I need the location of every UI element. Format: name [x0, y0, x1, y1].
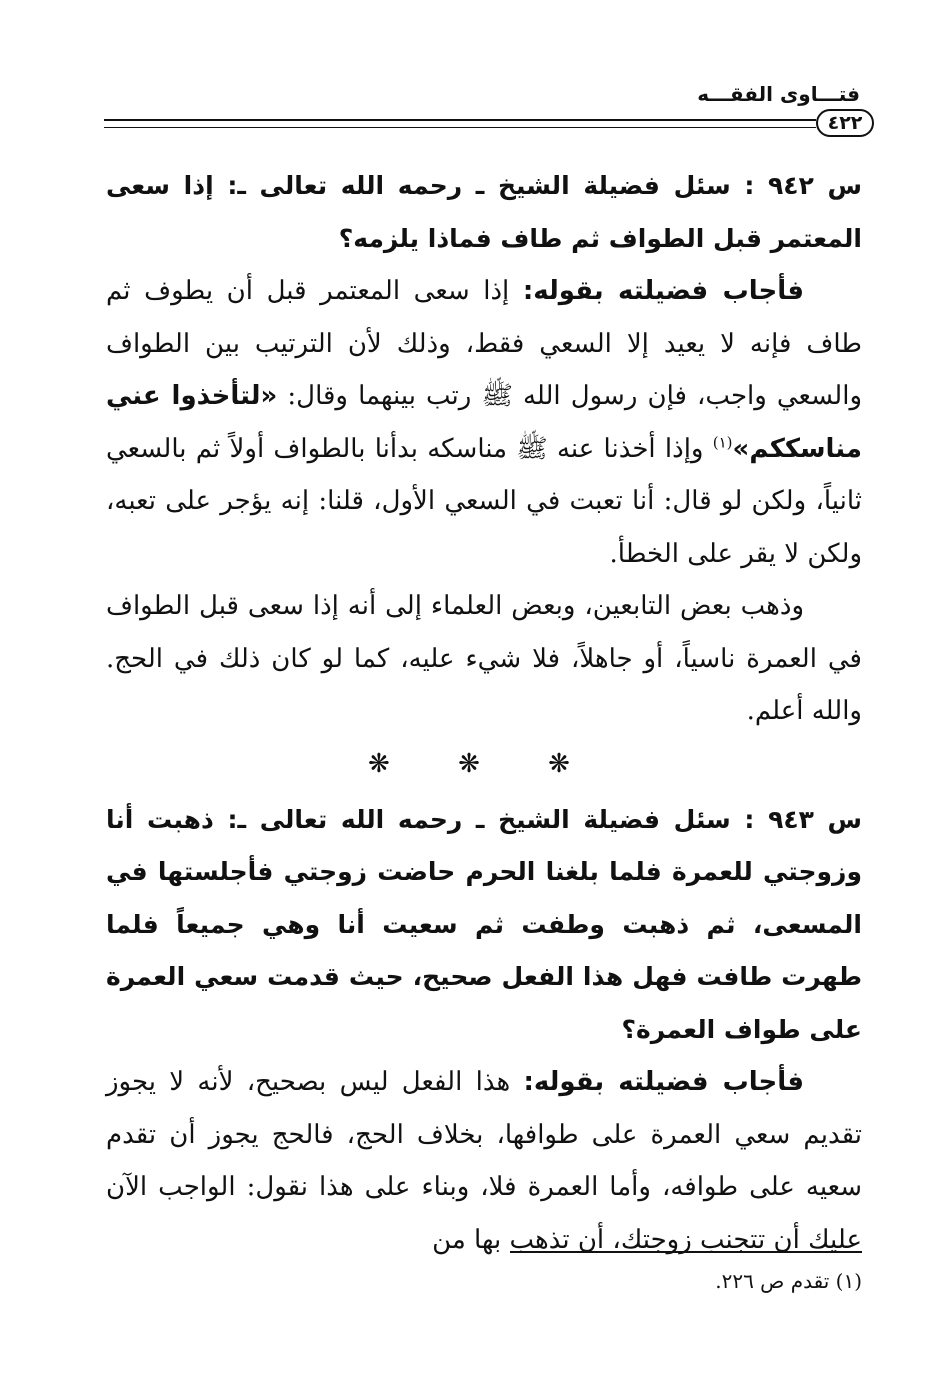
hadith-quote: «لتأخذوا عني مناسككم»	[106, 381, 862, 464]
question-942-number: س ٩٤٢ :	[730, 171, 863, 200]
answer-943	[106, 1056, 862, 1266]
header-rule	[104, 119, 816, 128]
question-943	[106, 794, 862, 1057]
running-header-title: فتـــاوى الفقـــه	[697, 82, 860, 106]
answer-942-text-before-hadith: إذا سعى المعتمر قبل أن يطوف ثم طاف فإنه لا يعيد إلا السعي فقط، وذلك لأن الترتيب بين الطواف والسعي واجب، فإن رسول الله ﷺ رتب بينهما وقال:	[106, 276, 862, 411]
answer-942-text-after-hadith: وإذا أخذنا عنه ﷺ مناسكه بدأنا بالطواف أولاً ثم بالسعي ثانياً، ولكن لو قال: أنا تعبت في السعي الأول، قلنا: إنه يؤجر على تعبه، ولكن لا يقر على الخطأ.	[106, 433, 862, 569]
answer-942-lead: فأجاب فضيلته بقوله:	[522, 276, 804, 306]
answer-942	[106, 265, 862, 580]
question-943-number: س ٩٤٣ :	[730, 804, 863, 834]
footnote: (١) تقدم ص ٢٢٦.	[715, 1269, 862, 1293]
question-942-text: سئل فضيلة الشيخ ـ رحمه الله تعالى ـ: إذا سعى المعتمر قبل الطواف ثم طاف فماذا يلزمه؟	[106, 171, 862, 253]
question-942	[106, 160, 862, 265]
footnote-rule	[510, 1251, 862, 1253]
page-number: ٤٢٢	[816, 109, 874, 137]
answer-943-text: هذا الفعل ليس بصحيح، لأنه لا يجوز تقديم سعي العمرة على طوافها، بخلاف الحج، فالحج يجوز أن تقدم سعيه على طوافه، وأما العمرة فلا، وبناء على هذا نقول: الواجب الآن عليك أن تتجنب زوجتك، أن تذهب بها من	[106, 1067, 862, 1255]
question-943-text: سئل فضيلة الشيخ ـ رحمه الله تعالى ـ: ذهبت أنا وزوجتي للعمرة فلما بلغنا الحرم حاضت زوجتي فأجلستها في المسعى، ثم ذهبت وطفت ثم سعيت أنا وهي جميعاً فلما طهرت طافت فهل هذا الفعل صحيح، حيث قدمت سعي العمرة على طواف العمرة؟	[106, 804, 862, 1044]
section-separator: ❋ ❋ ❋	[368, 748, 600, 779]
footnote-marker: (١)	[712, 432, 733, 451]
page-body	[106, 160, 862, 1266]
answer-942-second-paragraph: وذهب بعض التابعين، وبعض العلماء إلى أنه إذا سعى قبل الطواف في العمرة ناسياً، أو جاهلاً، فلا شيء عليه، كما لو كان ذلك في الحج. والله أعلم.	[106, 591, 862, 726]
answer-943-lead: فأجاب فضيلته بقوله:	[523, 1067, 804, 1097]
